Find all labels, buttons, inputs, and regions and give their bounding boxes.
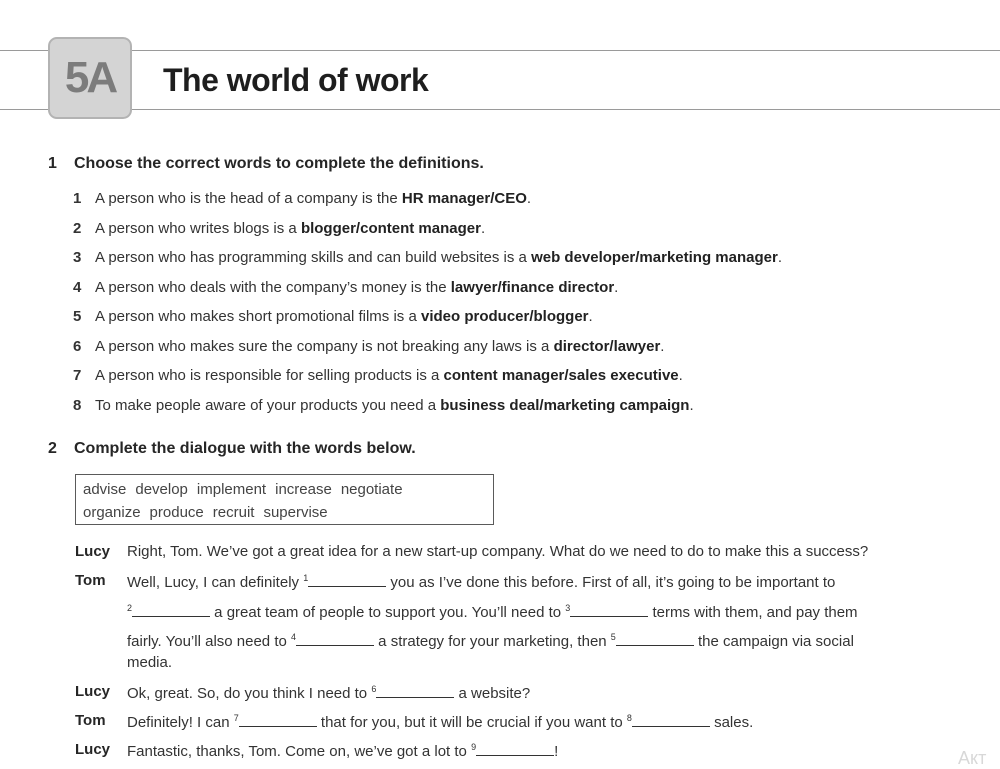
definition-item: [73, 338, 664, 355]
word: supervise: [263, 504, 328, 521]
dialogue-line: [127, 631, 854, 650]
word: organize: [83, 504, 141, 521]
definition-item: [73, 279, 618, 296]
gap-number: 7: [233, 713, 239, 723]
exercise-number: 1: [48, 155, 57, 172]
dialogue-line: [127, 602, 858, 621]
item-number: 7: [73, 367, 82, 384]
word: negotiate: [340, 481, 403, 498]
header-rule-bottom: [0, 109, 1000, 110]
definition-item: [73, 249, 782, 266]
exercise-number: 2: [48, 440, 57, 457]
answer-gap-9[interactable]: [476, 741, 554, 756]
unit-badge: 5A: [48, 37, 132, 119]
dialogue-text: terms with them, and pay them: [648, 604, 858, 621]
answer-gap-3[interactable]: [570, 602, 648, 617]
answer-gap-6[interactable]: [376, 683, 454, 698]
definition-item: [73, 397, 694, 414]
item-number: 8: [73, 397, 82, 414]
speaker-tom: Tom: [75, 712, 106, 729]
item-number: 2: [73, 220, 82, 237]
dialogue-text: a great team of people to support you. You’ll need to: [210, 604, 566, 621]
word: produce: [149, 504, 204, 521]
gap-number: 3: [565, 603, 571, 613]
word: develop: [135, 481, 188, 498]
answer-gap-5[interactable]: [616, 631, 694, 646]
definition-item: [73, 220, 485, 237]
item-end: .: [678, 367, 683, 384]
dialogue-line: media.: [127, 654, 173, 671]
dialogue-line: [127, 712, 753, 731]
item-number: 5: [73, 308, 82, 325]
definition-item: [73, 308, 593, 325]
item-number: 4: [73, 279, 82, 296]
word: advise: [83, 481, 127, 498]
item-end: .: [480, 220, 486, 237]
item-end: .: [689, 397, 694, 414]
definition-item: [73, 367, 683, 384]
item-text: To make people aware of your products you need a: [95, 397, 441, 414]
gap-number: 5: [610, 632, 616, 642]
dialogue-text: Definitely! I can: [127, 714, 234, 731]
dialogue-text: !: [554, 743, 559, 760]
dialogue-text: fairly. You’ll also need to: [127, 633, 291, 650]
exercise-instruction: Complete the dialogue with the words below.: [74, 440, 416, 457]
word: implement: [196, 481, 267, 498]
item-end: .: [660, 338, 665, 355]
answer-gap-7[interactable]: [239, 712, 317, 727]
dialogue-text: a website?: [454, 685, 531, 702]
dialogue-line: [127, 741, 558, 760]
dialogue-text: the campaign via social: [693, 633, 854, 650]
header-rule-top: [0, 50, 1000, 51]
dialogue-text: that for you, but it will be crucial if you want to: [316, 714, 627, 731]
page-title: The world of work: [163, 62, 429, 98]
answer-gap-2[interactable]: [132, 602, 210, 617]
item-options[interactable]: content manager/sales executive: [443, 367, 679, 384]
item-number: 1: [73, 190, 82, 207]
item-end: .: [777, 249, 782, 266]
item-end: .: [614, 279, 619, 296]
item-text: A person who makes short promotional films is a: [95, 308, 421, 325]
gap-number: 6: [371, 684, 377, 694]
dialogue-line: [127, 572, 835, 591]
item-options[interactable]: blogger/content manager: [300, 220, 481, 237]
gap-number: 4: [291, 632, 297, 642]
word-box: [75, 474, 494, 525]
item-number: 3: [73, 249, 82, 266]
gap-number: 9: [471, 742, 477, 752]
dialogue-line: [127, 683, 530, 702]
item-text: A person who has programming skills and can build websites is a: [95, 249, 532, 266]
gap-number: 1: [303, 573, 309, 583]
speaker-lucy: Lucy: [75, 741, 111, 758]
speaker-lucy: Lucy: [75, 683, 111, 700]
watermark: Акт: [958, 748, 987, 768]
dialogue-text: a strategy for your marketing, then: [374, 633, 611, 650]
exercise-2-heading: [48, 440, 416, 458]
item-options[interactable]: business deal/marketing campaign: [440, 397, 690, 414]
item-text: A person who deals with the company’s money is the: [95, 279, 451, 296]
item-options[interactable]: HR manager/CEO: [401, 190, 527, 207]
word: increase: [275, 481, 332, 498]
item-text: A person who makes sure the company is not breaking any laws is a: [95, 338, 554, 355]
item-options[interactable]: web developer/marketing manager: [531, 249, 778, 266]
item-text: A person who is responsible for selling products is a: [95, 367, 444, 384]
definition-item: [73, 190, 531, 207]
word-box-row-2: [83, 501, 486, 524]
item-options[interactable]: lawyer/finance director: [450, 279, 615, 296]
item-options[interactable]: video producer/blogger: [420, 308, 589, 325]
dialogue-line: Right, Tom. We’ve got a great idea for a new start-up company. What do we need to do to make this a success?: [127, 543, 869, 560]
answer-gap-1[interactable]: [308, 572, 386, 587]
item-options[interactable]: director/lawyer: [553, 338, 661, 355]
speaker-tom: Tom: [75, 572, 106, 589]
item-end: .: [526, 190, 532, 207]
word: recruit: [212, 504, 255, 521]
gap-number: 8: [626, 713, 632, 723]
item-text: A person who is the head of a company is the: [95, 190, 402, 207]
dialogue-text: you as I’ve done this before. First of all, it’s going to be important to: [386, 574, 836, 591]
gap-number: 2: [127, 603, 133, 613]
dialogue-text: Well, Lucy, I can definitely: [127, 574, 304, 591]
item-end: .: [588, 308, 593, 325]
exercise-instruction: Choose the correct words to complete the definitions.: [74, 155, 484, 172]
exercise-1-heading: [48, 155, 484, 173]
dialogue-text: Fantastic, thanks, Tom. Come on, we’ve got a lot to: [127, 743, 472, 760]
dialogue-text: sales.: [709, 714, 754, 731]
dialogue-text: Ok, great. So, do you think I need to: [127, 685, 372, 702]
item-text: A person who writes blogs is a: [95, 220, 301, 237]
answer-gap-8[interactable]: [632, 712, 710, 727]
item-number: 6: [73, 338, 82, 355]
word-box-row-1: [83, 478, 486, 501]
speaker-lucy: Lucy: [75, 543, 111, 560]
answer-gap-4[interactable]: [296, 631, 374, 646]
